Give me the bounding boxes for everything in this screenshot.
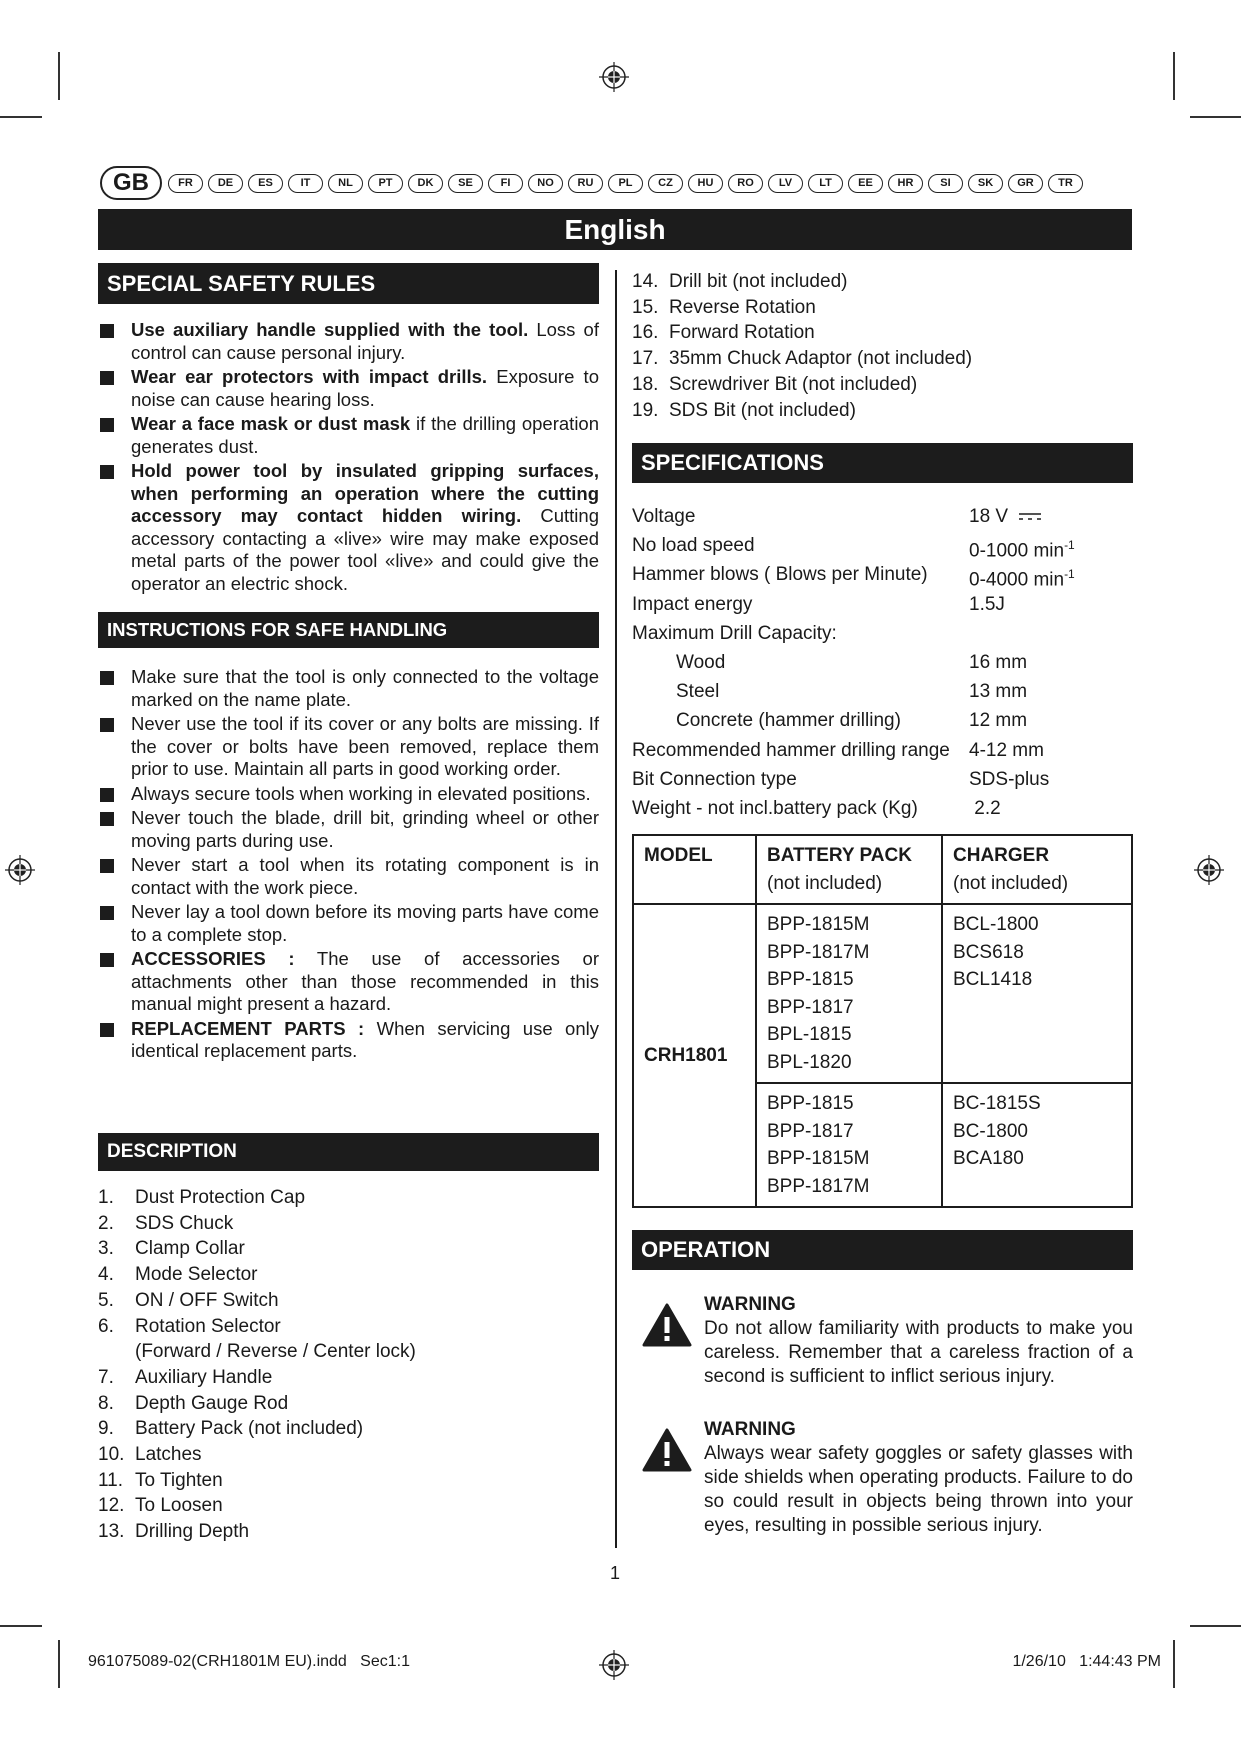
bullet-item <box>98 413 599 458</box>
spec-value-text: 16 mm <box>969 651 1028 673</box>
spec-value-text: 0-4000 min <box>969 569 1065 591</box>
spec-row <box>632 648 1133 677</box>
spec-value-text: 2.2 <box>969 797 1001 819</box>
list-item-label: Rotation Selector <box>135 1315 281 1337</box>
battery-model: BPP-1815M <box>767 914 870 935</box>
bullet-item <box>98 460 599 595</box>
language-option-cz[interactable]: CZ <box>648 174 683 193</box>
spec-key: Maximum Drill Capacity: <box>632 622 837 644</box>
language-option-nl[interactable]: NL <box>328 174 363 193</box>
battery-header-sub: (not included) <box>767 872 883 894</box>
warning-text: Do not allow familiarity with products to make you careless. Remember that a careless fraction of a second is sufficient to inflict serious injury. <box>704 1318 1133 1387</box>
spec-value-text: 12 mm <box>969 710 1028 732</box>
list-item <box>98 1391 599 1417</box>
warning-block <box>642 1293 1133 1389</box>
list-item-number: 7. <box>98 1366 114 1388</box>
list-item-body <box>669 372 917 398</box>
spec-value-text: 1.5J <box>969 593 1005 615</box>
bullet-item-text: Cutting accessory contacting a «live» wire may make exposed metal parts of the power tool «live» and could give the operator an electric shock. <box>131 505 599 594</box>
language-option-no[interactable]: NO <box>528 174 563 193</box>
warning-title: WARNING <box>704 1419 796 1440</box>
list-item-number: 11. <box>98 1469 124 1491</box>
registration-mark-icon <box>599 62 629 92</box>
charger-model: BC-1815S <box>953 1093 1041 1114</box>
warning-triangle-icon <box>642 1303 692 1347</box>
battery-model: BPP-1817 <box>767 1120 854 1142</box>
model-name: CRH1801 <box>644 1044 728 1066</box>
spec-key: Voltage <box>632 506 696 527</box>
list-item-label: SDS Bit (not included) <box>669 399 856 421</box>
list-item-label: ON / OFF Switch <box>135 1289 279 1311</box>
list-item-body <box>135 1468 223 1494</box>
bullet-item-bold: Use auxiliary handle supplied with the tool. <box>131 319 529 340</box>
language-option-ro[interactable]: RO <box>728 174 763 193</box>
list-item-body <box>135 1391 288 1417</box>
list-item-label: Mode Selector <box>135 1264 258 1286</box>
battery-model: BPP-1817 <box>767 996 854 1018</box>
bullet-item-text: Exposure to noise can cause hearing loss. <box>131 366 599 410</box>
description-list-continued <box>632 269 1133 423</box>
list-item-number: 18. <box>632 373 659 395</box>
bullet-item <box>98 366 599 411</box>
specifications-list <box>632 502 1133 823</box>
list-item-number: 3. <box>98 1238 114 1260</box>
spec-row <box>632 560 1133 589</box>
charger-cell <box>942 904 1132 1083</box>
list-item-label: Drill bit (not included) <box>669 271 848 292</box>
battery-model: BPP-1817M <box>767 941 870 963</box>
language-current: GB <box>100 166 162 200</box>
bullet-item <box>98 713 599 781</box>
description-heading: DESCRIPTION <box>98 1133 599 1171</box>
list-item-label: Dust Protection Cap <box>135 1187 306 1208</box>
battery-model: BPP-1815 <box>767 969 854 990</box>
registration-mark-icon <box>1194 855 1224 885</box>
spec-value <box>969 590 1005 619</box>
list-item-number: 15. <box>632 296 659 318</box>
list-item-body <box>135 1416 363 1442</box>
battery-header: BATTERY PACK <box>767 845 912 866</box>
list-item-label: Auxiliary Handle <box>135 1366 273 1388</box>
spec-value <box>969 765 1049 794</box>
list-item <box>632 346 1133 372</box>
bullet-item-bold: Hold power tool by insulated gripping surfaces, when performing an operation where the cutting accessory may contact hidden wiring. <box>131 460 599 526</box>
crop-mark <box>58 1640 60 1688</box>
charger-header-sub: (not included) <box>953 872 1069 894</box>
list-item-label: Drilling Depth <box>135 1521 250 1543</box>
registration-mark-icon <box>599 1650 629 1680</box>
list-item <box>632 320 1133 346</box>
language-option-lt[interactable]: LT <box>808 174 843 193</box>
list-item-body <box>135 1262 258 1288</box>
spec-key: Recommended hammer drilling range <box>632 739 950 761</box>
list-item-body <box>669 295 816 321</box>
footer-file-info: 961075089-02(CRH1801M EU).indd Sec1:1 <box>88 1653 410 1670</box>
operation-heading: OPERATION <box>632 1230 1133 1270</box>
list-item <box>98 1493 599 1519</box>
spec-row <box>632 736 1133 765</box>
crop-mark <box>1173 1640 1175 1688</box>
list-item-label: Battery Pack (not included) <box>135 1418 364 1440</box>
list-item-body <box>135 1185 305 1211</box>
spec-key: Wood <box>676 651 726 673</box>
special-safety-list <box>98 319 599 597</box>
language-option-pt[interactable]: PT <box>368 174 403 193</box>
crop-mark <box>0 116 42 118</box>
spec-key: Weight - not incl.battery pack (Kg) <box>632 797 918 819</box>
battery-model: BPP-1817M <box>767 1175 870 1197</box>
footer-timestamp: 1/26/10 1:44:43 PM <box>1012 1653 1161 1670</box>
bullet-item-text: Make sure that the tool is only connected to the voltage marked on the name plate. <box>131 666 599 710</box>
spec-value <box>969 531 1075 560</box>
bullet-item-text: Never lay a tool down before its moving parts have come to a complete stop. <box>131 901 599 945</box>
crop-mark <box>1190 116 1241 118</box>
list-item-number: 17. <box>632 348 659 370</box>
language-option-it[interactable]: IT <box>288 174 323 193</box>
language-option-se[interactable]: SE <box>448 174 483 193</box>
bullet-item-text: if the drilling operation generates dust. <box>131 413 600 457</box>
special-safety-heading: SPECIAL SAFETY RULES <box>98 263 599 304</box>
spec-value <box>969 560 1075 589</box>
bullet-item <box>98 783 599 806</box>
spec-row <box>632 765 1133 794</box>
spec-row <box>632 677 1133 706</box>
list-item-number: 1. <box>98 1187 114 1208</box>
list-item-label: Latches <box>135 1444 202 1466</box>
warning-title: WARNING <box>704 1294 796 1315</box>
list-item-body <box>135 1236 245 1262</box>
dc-current-icon <box>1018 510 1042 522</box>
spec-value <box>969 502 1042 531</box>
bullet-item-text: Loss of control can cause personal injury. <box>131 319 599 363</box>
battery-model: BPP-1815 <box>767 1093 854 1114</box>
safe-handling-list <box>98 666 599 1065</box>
spec-value-superscript: -1 <box>1064 567 1075 582</box>
list-item-number: 9. <box>98 1418 114 1440</box>
bullet-item-bold: ACCESSORIES : <box>131 948 295 969</box>
language-list <box>168 174 1088 193</box>
language-option-tr[interactable]: TR <box>1048 174 1083 193</box>
list-item-label: Reverse Rotation <box>669 296 816 318</box>
bullet-item <box>98 807 599 852</box>
spec-key: Impact energy <box>632 593 753 615</box>
list-item-number: 5. <box>98 1289 114 1311</box>
bullet-item <box>98 854 599 899</box>
list-item <box>98 1211 599 1237</box>
bullet-item-text: Never start a tool when its rotating component is in contact with the work piece. <box>131 854 599 898</box>
bullet-item-text: Never use the tool if its cover or any bolts are missing. If the cover or bolts have been removed, replace them prior to use. Maintain all parts in good working order. <box>131 713 599 779</box>
specifications-heading: SPECIFICATIONS <box>632 443 1133 483</box>
bullet-item <box>98 901 599 946</box>
list-item-label: SDS Chuck <box>135 1212 234 1234</box>
list-item <box>98 1468 599 1494</box>
list-item-body <box>135 1519 249 1545</box>
list-item <box>632 372 1133 398</box>
spec-key: No load speed <box>632 535 755 557</box>
language-option-pl[interactable]: PL <box>608 174 643 193</box>
language-option-es[interactable]: ES <box>248 174 283 193</box>
charger-model: BCL-1800 <box>953 914 1039 935</box>
spec-value <box>969 677 1027 706</box>
list-item-label: Clamp Collar <box>135 1238 245 1260</box>
spec-key: Concrete (hammer drilling) <box>676 710 901 732</box>
list-item-number: 2. <box>98 1212 114 1234</box>
list-item <box>98 1236 599 1262</box>
bullet-item-bold: Wear a face mask or dust mask <box>131 413 411 434</box>
bullet-item-text: Never touch the blade, drill bit, grinding wheel or other moving parts during use. <box>131 807 599 851</box>
list-item-body <box>669 320 815 346</box>
list-item <box>632 269 1133 295</box>
list-item <box>632 295 1133 321</box>
spec-value <box>969 794 1001 823</box>
registration-mark-icon <box>5 855 35 885</box>
list-item-label: To Tighten <box>135 1469 223 1491</box>
model-table <box>632 834 1133 1208</box>
crop-mark <box>0 1625 42 1627</box>
list-item <box>98 1365 599 1391</box>
model-header: MODEL <box>644 845 713 866</box>
list-item <box>98 1314 599 1365</box>
battery-model: BPL-1815 <box>767 1024 852 1045</box>
language-option-fr[interactable]: FR <box>168 174 203 193</box>
spec-value-text: 13 mm <box>969 681 1028 703</box>
crop-mark <box>58 52 60 100</box>
charger-model: BCL1418 <box>953 969 1033 990</box>
language-option-si[interactable]: SI <box>928 174 963 193</box>
list-item-body <box>135 1365 272 1391</box>
list-item <box>632 398 1133 424</box>
warning-triangle-icon <box>642 1428 692 1472</box>
bullet-item-text: When servicing use only identical replacement parts. <box>131 1017 599 1061</box>
bullet-item <box>98 319 599 364</box>
spec-row <box>632 531 1133 560</box>
bullet-item <box>98 1018 599 1063</box>
spec-value <box>969 648 1027 677</box>
description-list <box>98 1185 599 1545</box>
spec-value <box>969 736 1044 765</box>
list-item-number: 6. <box>98 1315 114 1337</box>
page-title: English <box>98 209 1132 250</box>
list-item-number: 10. <box>98 1444 125 1466</box>
spec-row <box>632 706 1133 735</box>
spec-row <box>632 502 1133 531</box>
charger-cell <box>942 1083 1132 1207</box>
language-bar <box>100 163 1088 203</box>
spec-value-text: 18 V <box>969 506 1009 527</box>
page-number: 1 <box>609 1563 620 1583</box>
bullet-item-bold: Wear ear protectors with impact drills. <box>131 366 488 387</box>
list-item <box>98 1262 599 1288</box>
spec-value-text: 4-12 mm <box>969 739 1044 761</box>
list-item-body <box>135 1442 202 1468</box>
list-item <box>98 1416 599 1442</box>
language-option-sk[interactable]: SK <box>968 174 1003 193</box>
spec-row <box>632 590 1133 619</box>
list-item-body <box>135 1314 416 1365</box>
bullet-item-bold: REPLACEMENT PARTS : <box>131 1017 365 1039</box>
warning-text: Always wear safety goggles or safety glasses with side shields when operating products. Failure to do so could result in objects being thrown into your eyes, resulting in possible serious injury. <box>704 1443 1133 1536</box>
list-item-body <box>669 269 847 295</box>
language-option-lv[interactable]: LV <box>768 174 803 193</box>
charger-model: BCA180 <box>953 1148 1024 1169</box>
language-option-ee[interactable]: EE <box>848 174 883 193</box>
list-item-number: 16. <box>632 322 659 344</box>
charger-model: BCS618 <box>953 941 1024 963</box>
battery-model: BPP-1815M <box>767 1148 870 1169</box>
language-option-hu[interactable]: HU <box>688 174 723 193</box>
list-item-label: 35mm Chuck Adaptor (not included) <box>669 348 973 370</box>
list-item-body <box>135 1211 233 1237</box>
table-header-cell <box>756 835 942 904</box>
list-item <box>98 1442 599 1468</box>
warning-block <box>642 1418 1133 1538</box>
table-header-cell <box>942 835 1132 904</box>
spec-value-superscript: -1 <box>1064 538 1075 553</box>
list-item <box>98 1519 599 1545</box>
spec-row <box>632 794 1133 823</box>
language-option-hr[interactable]: HR <box>888 174 923 193</box>
list-item-number: 14. <box>632 271 659 292</box>
language-option-gr[interactable]: GR <box>1008 174 1043 193</box>
charger-model: BC-1800 <box>953 1120 1028 1142</box>
table-header-row <box>633 835 1132 904</box>
language-option-de[interactable]: DE <box>208 174 243 193</box>
language-option-ru[interactable]: RU <box>568 174 603 193</box>
bullet-item-text: Always secure tools when working in elevated positions. <box>131 782 591 804</box>
crop-mark <box>1190 1625 1241 1627</box>
list-item-label: Depth Gauge Rod <box>135 1392 289 1414</box>
list-item <box>98 1185 599 1211</box>
list-item-body <box>135 1493 223 1519</box>
model-cell <box>633 904 756 1207</box>
column-divider <box>615 270 617 1548</box>
language-option-fi[interactable]: FI <box>488 174 523 193</box>
list-item-body <box>669 346 972 372</box>
battery-cell <box>756 904 942 1083</box>
spec-value-text: SDS-plus <box>969 768 1050 790</box>
spec-value <box>969 706 1027 735</box>
spec-key: Bit Connection type <box>632 768 797 790</box>
list-item-number: 4. <box>98 1264 114 1286</box>
list-item-sub: (Forward / Reverse / Center lock) <box>135 1341 416 1363</box>
list-item-number: 12. <box>98 1495 125 1517</box>
list-item-number: 13. <box>98 1521 125 1543</box>
bullet-item <box>98 666 599 711</box>
list-item-label: Forward Rotation <box>669 322 815 344</box>
table-header-cell <box>633 835 756 904</box>
list-item <box>98 1288 599 1314</box>
list-item-number: 19. <box>632 399 659 421</box>
spec-key: Hammer blows ( Blows per Minute) <box>632 564 928 586</box>
battery-model: BPL-1820 <box>767 1051 852 1073</box>
bullet-item-text: The use of accessories or attachments other than those recommended in this manual might present a hazard. <box>131 948 599 1014</box>
bullet-item <box>98 948 599 1016</box>
table-row <box>633 904 1132 1083</box>
list-item-number: 8. <box>98 1392 114 1414</box>
spec-key: Steel <box>676 681 720 703</box>
language-option-dk[interactable]: DK <box>408 174 443 193</box>
spec-value-text: 0-1000 min <box>969 540 1065 562</box>
list-item-label: To Loosen <box>135 1495 223 1517</box>
battery-cell <box>756 1083 942 1207</box>
charger-header: CHARGER <box>953 845 1050 866</box>
spec-row <box>632 619 1133 648</box>
safe-handling-heading: INSTRUCTIONS FOR SAFE HANDLING <box>98 612 599 648</box>
list-item-label: Screwdriver Bit (not included) <box>669 373 918 395</box>
crop-mark <box>1173 52 1175 100</box>
list-item-body <box>135 1288 279 1314</box>
list-item-body <box>669 398 856 424</box>
